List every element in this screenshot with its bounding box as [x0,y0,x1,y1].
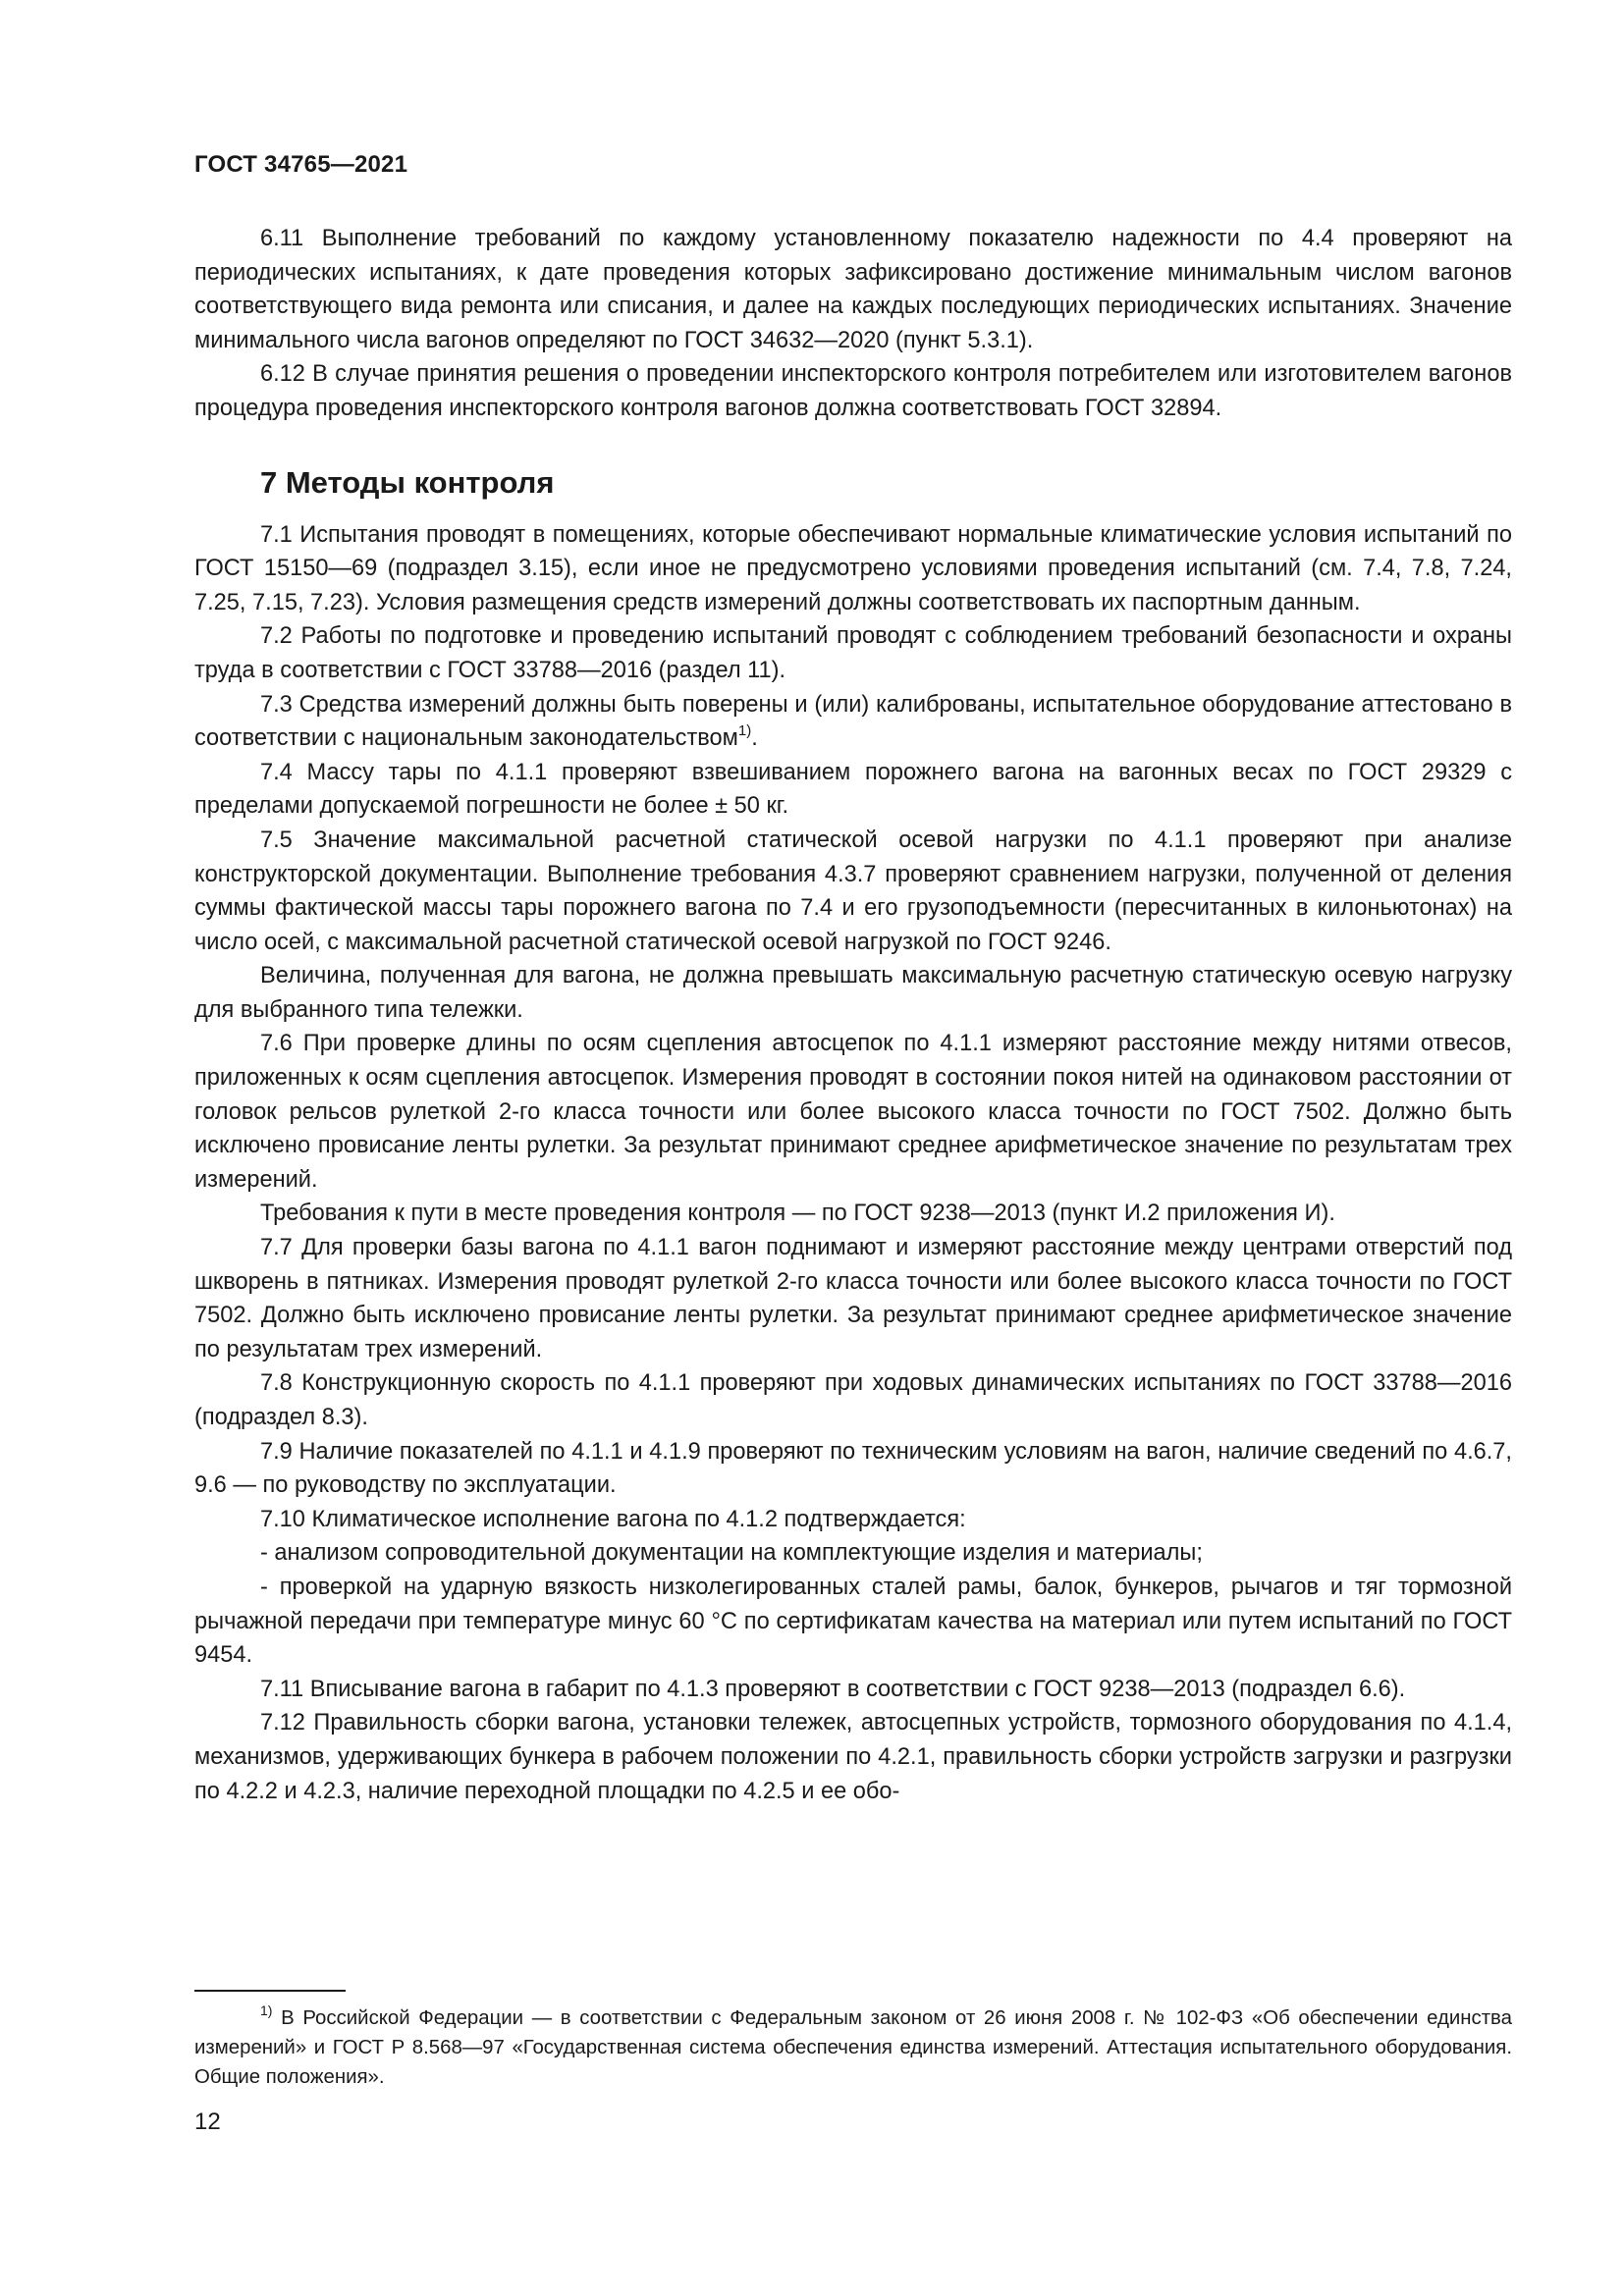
paragraph-7-4: 7.4 Массу тары по 4.1.1 проверяют взвешиванием порожнего вагона на вагонных весах по ГОСТ 29329 с пределами допускаемой погрешности не более ± 50 кг. [194,759,1512,820]
list-item: - анализом сопроводительной документации на комплектующие изделия и материалы; [260,1540,1203,1567]
document-header: ГОСТ 34765—2021 [194,151,408,178]
footnote-divider [194,1990,346,1992]
footnote-text: В Российской Федерации — в соответствии с Федеральным законом от 26 июня 2008 г. № 102-ФЗ «Об обеспечении единства измерений» и ГОСТ Р 8.568—97 «Государственная система обеспечения единства измерений. Аттестация испытательного оборудования. Общие положения». [194,2007,1512,2088]
document-body [194,222,1512,1808]
footnote-text-block [194,2004,1512,2092]
paragraph-6-11: 6.11 Выполнение требований по каждому установленному показателю надежности по 4.4 проверяют на периодических испытаниях, к дате проведения которых зафиксировано достижение минимальным числом вагонов соответствующего вида ремонта или списания, и далее на каждых последующих периодических испытаниях. Значение минимального числа вагонов определяют по ГОСТ 34632—2020 (пункт 5.3.1). [194,226,1512,353]
page-number: 12 [194,2109,221,2135]
paragraph-7-3-end: . [751,725,758,752]
paragraph-7-5-continuation: Величина, полученная для вагона, не должна превышать максимальную расчетную статическую осевую нагрузку для выбранного типа тележки. [194,963,1512,1023]
paragraph-7-5: 7.5 Значение максимальной расчетной статической осевой нагрузки по 4.1.1 проверяют при анализе конструкторской документации. Выполнение требования 4.3.7 проверяют сравнением нагрузки, полученной от деления суммы фактической массы тары порожнего вагона по 7.4 и его грузоподъемности (пересчитанных в килоньютонах) на число осей, с максимальной расчетной статической осевой нагрузкой по ГОСТ 9246. [194,827,1512,955]
paragraph-7-6: 7.6 При проверке длины по осям сцепления автосцепок по 4.1.1 измеряют расстояние между нитями отвесов, приложенных к осям сцепления автосцепок. Измерения проводят в состоянии покоя нитей на одинаковом расстоянии от головок рельсов рулеткой 2-го класса точности или более высокого класса точности по ГОСТ 7502. Должно быть исключено провисание ленты рулетки. За результат принимают среднее арифметическое значение по результатам трех измерений. [194,1031,1512,1193]
paragraph-7-9: 7.9 Наличие показателей по 4.1.1 и 4.1.9 проверяют по техническим условиям на вагон, наличие сведений по 4.6.7, 9.6 — по руководству по эксплуатации. [194,1438,1512,1499]
section-title: 7 Методы контроля [260,464,555,500]
footnote [194,2004,1512,2092]
paragraph-7-2: 7.2 Работы по подготовке и проведению испытаний проводят с соблюдением требований безопасности и охраны труда в соответствии с ГОСТ 33788—2016 (раздел 11). [194,623,1512,683]
list-item: - проверкой на ударную вязкость низколегированных сталей рамы, балок, бункеров, рычагов и тяг тормозной рычажной передачи при температуре минус 60 °С по сертификатам качества на материал или путем испытаний по ГОСТ 9454. [194,1574,1512,1669]
footnote-reference: 1) [737,722,752,740]
paragraph-7-10: 7.10 Климатическое исполнение вагона по 4.1.2 подтверждается: [260,1506,966,1532]
paragraph-7-3 [194,688,1512,756]
paragraph-6-12: 6.12 В случае принятия решения о проведении инспекторского контроля потребителем или изготовителем вагонов процедура проведения инспекторского контроля вагонов должна соответствовать ГОСТ 32894. [194,361,1512,421]
footnote-marker: 1) [260,2002,273,2018]
paragraph-7-6-continuation: Требования к пути в месте проведения контроля — по ГОСТ 9238—2013 (пункт И.2 приложения И). [260,1201,1335,1227]
paragraph-7-12: 7.12 Правильность сборки вагона, установки тележек, автосцепных устройств, тормозного оборудования по 4.1.4, механизмов, удерживающих бункера в рабочем положении по 4.2.1, правильность сборки устройств загрузки и разгрузки по 4.2.2 и 4.2.3, наличие переходной площадки по 4.2.5 и ее обо- [194,1710,1512,1804]
paragraph-7-3-text: 7.3 Средства измерений должны быть поверены и (или) калиброваны, испытательное оборудование аттестовано в соответствии с национальным законодательством [194,691,1512,752]
paragraph-7-8: 7.8 Конструкционную скорость по 4.1.1 проверяют при ходовых динамических испытаниях по ГОСТ 33788—2016 (подраздел 8.3). [194,1370,1512,1430]
paragraph-7-7: 7.7 Для проверки базы вагона по 4.1.1 вагон поднимают и измеряют расстояние между центрами отверстий под шкворень в пятниках. Измерения проводят рулеткой 2-го класса точности или более высокого класса точности по ГОСТ 7502. Должно быть исключено провисание ленты рулетки. За результат принимают среднее арифметическое значение по результатам трех измерений. [194,1235,1512,1362]
paragraph-7-1: 7.1 Испытания проводят в помещениях, которые обеспечивают нормальные климатические условия испытаний по ГОСТ 15150—69 (подраздел 3.15), если иное не предусмотрено условиями проведения испытаний (см. 7.4, 7.8, 7.24, 7.25, 7.15, 7.23). Условия размещения средств измерений должны соответствовать их паспортным данным. [194,521,1512,615]
paragraph-7-11: 7.11 Вписывание вагона в габарит по 4.1.3 проверяют в соответствии с ГОСТ 9238—2013 (подраздел 6.6). [260,1676,1406,1702]
